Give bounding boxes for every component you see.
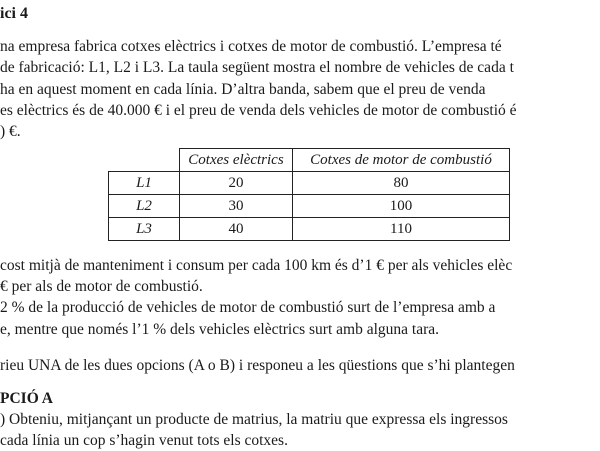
table-cell-combustion: 80	[293, 172, 510, 195]
table-header-empty	[109, 149, 180, 172]
option-question-line-2: cada línia un cop s’hagin venut tots els cotxes.	[0, 432, 288, 449]
instruction-text: rieu UNA de les dues opcions (A o B) i responeu a les qüestions que s’hi plantegen	[0, 357, 515, 374]
intro-line-4: es elèctrics és de 40.000 € i el preu de venda dels vehicles de motor de combustió é	[0, 102, 517, 119]
condition-line-4: e, mentre que només l’1 % dels vehicles elèctrics surt amb alguna tara.	[0, 321, 440, 338]
option-title: PCIÓ A	[0, 390, 53, 407]
table-header-electric: Cotxes elèctrics	[180, 149, 293, 172]
intro-line-3: ha en aquest moment en cada línia. D’altra banda, sabem que el preu de venda	[0, 81, 486, 98]
table-row-label: L2	[109, 195, 180, 218]
table-cell-combustion: 110	[293, 218, 510, 241]
exercise-title: ici 4	[0, 5, 28, 22]
table-cell-electric: 40	[180, 218, 293, 241]
condition-line-2: € per als de motor de combustió.	[0, 278, 203, 295]
table-row-label: L3	[109, 218, 180, 241]
condition-line-1: cost mitjà de manteniment i consum per cada 100 km és d’1 € per als vehicles elèc	[0, 257, 513, 274]
table-cell-electric: 20	[180, 172, 293, 195]
intro-line-2: de fabricació: L1, L2 i L3. La taula següent mostra el nombre de vehicles de cada t	[0, 59, 514, 76]
vehicle-table	[108, 148, 510, 241]
table-cell-combustion: 100	[293, 195, 510, 218]
intro-line-5: ) €.	[0, 123, 21, 140]
table-header-combustion: Cotxes de motor de combustió	[293, 149, 510, 172]
table-row	[109, 195, 510, 218]
table-header-row	[109, 149, 510, 172]
option-question-line-1: ) Obteniu, mitjançant un producte de matrius, la matriu que expressa els ingressos	[0, 411, 508, 428]
table-row	[109, 172, 510, 195]
table-cell-electric: 30	[180, 195, 293, 218]
table-row-label: L1	[109, 172, 180, 195]
intro-line-1: na empresa fabrica cotxes elèctrics i cotxes de motor de combustió. L’empresa té	[0, 38, 502, 55]
table-row	[109, 218, 510, 241]
condition-line-3: 2 % de la producció de vehicles de motor de combustió surt de l’empresa amb a	[0, 299, 496, 316]
